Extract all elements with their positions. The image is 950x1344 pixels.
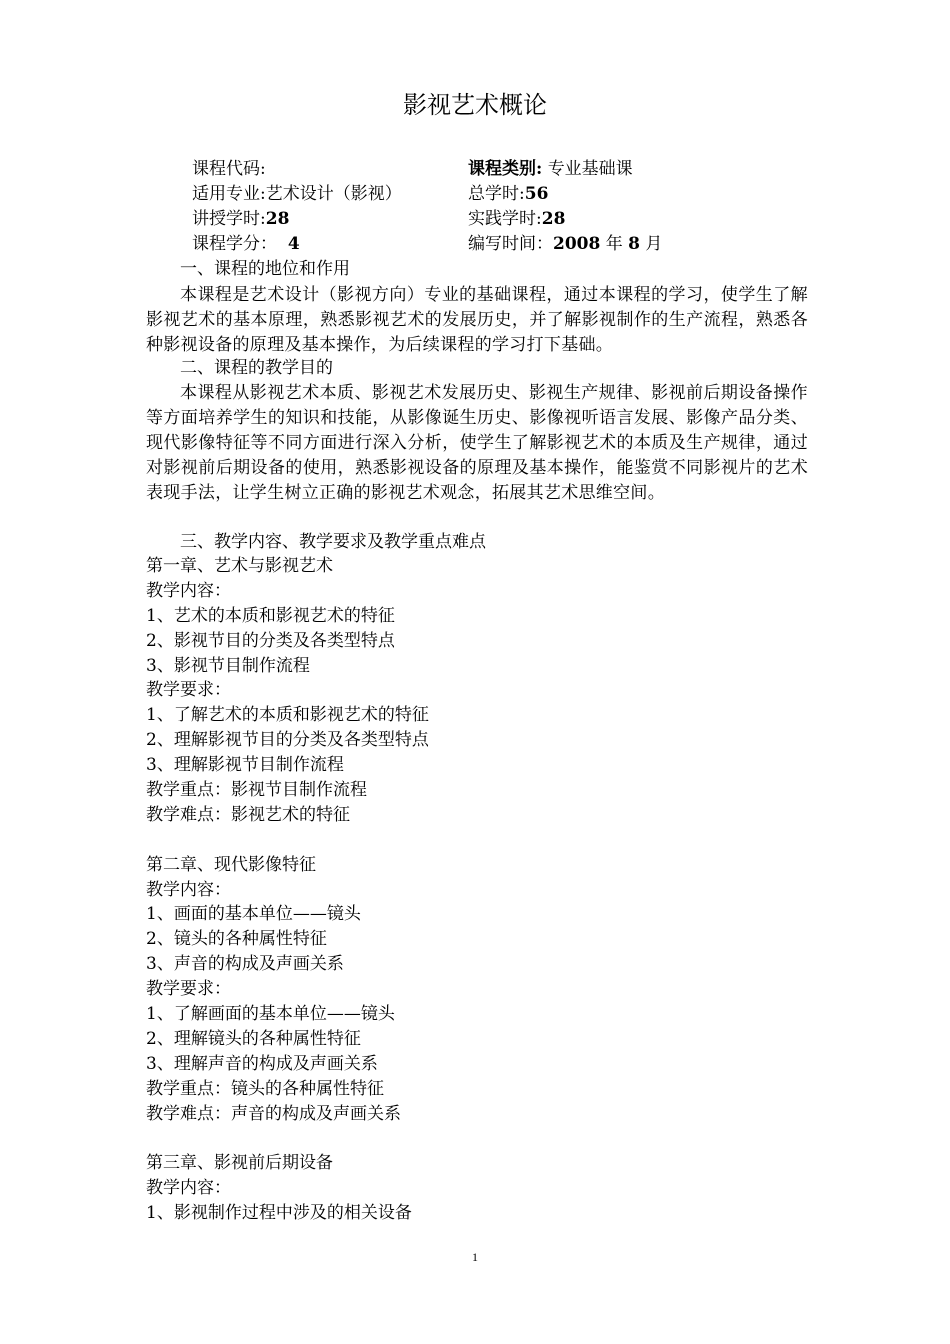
content-line: 第二章、现代影像特征: [146, 854, 316, 875]
content-line: 2、镜头的各种属性特征: [146, 929, 327, 950]
section1-body: 本课程是艺术设计（影视方向）专业的基础课程，通过本课程的学习，使学生了解影视艺术的基本原理，熟悉影视艺术的发展历史，并了解影视制作的生产流程，熟悉各种影视设备的原理及基本操作，为后续课程的学习打下基础。: [146, 285, 808, 355]
lecture-hours-label: 讲授学时:: [192, 209, 266, 229]
major-label: 适用专业:: [192, 184, 266, 204]
content-line: 第三章、影视前后期设备: [146, 1153, 333, 1174]
written-year-unit: 年: [605, 234, 623, 254]
content-line: 3、影视节目制作流程: [146, 655, 310, 676]
written-label: 编写时间：: [468, 234, 553, 254]
practice-hours: [468, 207, 565, 232]
written-month: 8: [628, 234, 640, 254]
blank-line: [146, 828, 808, 853]
total-hours-label: 总学时:: [468, 184, 525, 204]
section1-heading: 一、课程的地位和作用: [180, 259, 350, 279]
document-title: 影视艺术概论: [403, 91, 547, 119]
written-year: 2008: [553, 234, 601, 254]
credits: [192, 232, 300, 257]
total-hours-value: 56: [524, 184, 549, 204]
content-line: 教学重点：镜头的各种属性特征: [146, 1078, 384, 1099]
content-line: 3、声音的构成及声画关系: [146, 954, 344, 975]
practice-hours-value: 28: [541, 209, 566, 229]
info-row-2: [192, 182, 792, 207]
major: [192, 182, 402, 207]
content-line: 2、理解影视节目的分类及各类型特点: [146, 730, 429, 751]
content-line: 教学要求：: [146, 680, 231, 701]
content-line: 3、理解影视节目制作流程: [146, 755, 344, 776]
section2-heading: 二、课程的教学目的: [180, 358, 333, 378]
info-row-1: [192, 157, 792, 182]
practice-hours-label: 实践学时:: [468, 209, 542, 229]
total-hours: [468, 182, 548, 207]
credits-value: 4: [287, 234, 300, 254]
blank-line: [146, 1126, 808, 1151]
info-row-3: [192, 207, 792, 232]
content-line: 教学内容：: [146, 879, 231, 900]
content-line: 教学难点：声音的构成及声画关系: [146, 1103, 401, 1124]
page-number: 1: [472, 1250, 478, 1264]
written-date: [468, 232, 662, 257]
section3-heading: 三、教学内容、教学要求及教学重点难点: [180, 532, 486, 552]
section2-body: 本课程从影视艺术本质、影视艺术发展历史、影视生产规律、影视前后期设备操作等方面培养学生的知识和技能，从影像诞生历史、影像视听语言发展、影像产品分类、现代影像特征等不同方面进行深入分析，使学生了解影视艺术的本质及生产规律，通过对影视前后期设备的使用，熟悉影视设备的原理及基本操作，能鉴赏不同影视片的艺术表现手法，让学生树立正确的影视艺术观念，拓展其艺术思维空间。: [146, 383, 808, 503]
content-line: 1、了解艺术的本质和影视艺术的特征: [146, 705, 429, 726]
content-line: 1、艺术的本质和影视艺术的特征: [146, 605, 395, 626]
content-line: 第一章、艺术与影视艺术: [146, 556, 333, 576]
content-line: 1、了解画面的基本单位——镜头: [146, 1004, 395, 1025]
course-type-value: 专业基础课: [547, 159, 633, 179]
content-line: 教学要求：: [146, 979, 231, 1000]
content-line: 3、理解声音的构成及声画关系: [146, 1053, 378, 1074]
content-line: 教学重点：影视节目制作流程: [146, 780, 367, 801]
lecture-hours: [192, 207, 289, 232]
content-line: 1、画面的基本单位——镜头: [146, 904, 361, 925]
content-line: 1、影视制作过程中涉及的相关设备: [146, 1203, 412, 1224]
course-type: [468, 157, 633, 182]
written-month-unit: 月: [645, 234, 663, 254]
content-line: 教学内容：: [146, 1178, 231, 1199]
course-type-label: 课程类别:: [468, 159, 543, 179]
content-line: 2、影视节目的分类及各类型特点: [146, 630, 395, 651]
content-line: 教学内容：: [146, 580, 231, 601]
credits-label: 课程学分：: [192, 234, 277, 254]
lecture-hours-value: 28: [265, 209, 290, 229]
chapter-content: [146, 554, 808, 1226]
info-row-4: [192, 232, 792, 257]
content-line: 2、理解镜头的各种属性特征: [146, 1028, 361, 1049]
major-value: 艺术设计（影视）: [265, 184, 402, 204]
content-line: 教学难点：影视艺术的特征: [146, 804, 350, 825]
course-code-label: 课程代码:: [192, 159, 266, 179]
